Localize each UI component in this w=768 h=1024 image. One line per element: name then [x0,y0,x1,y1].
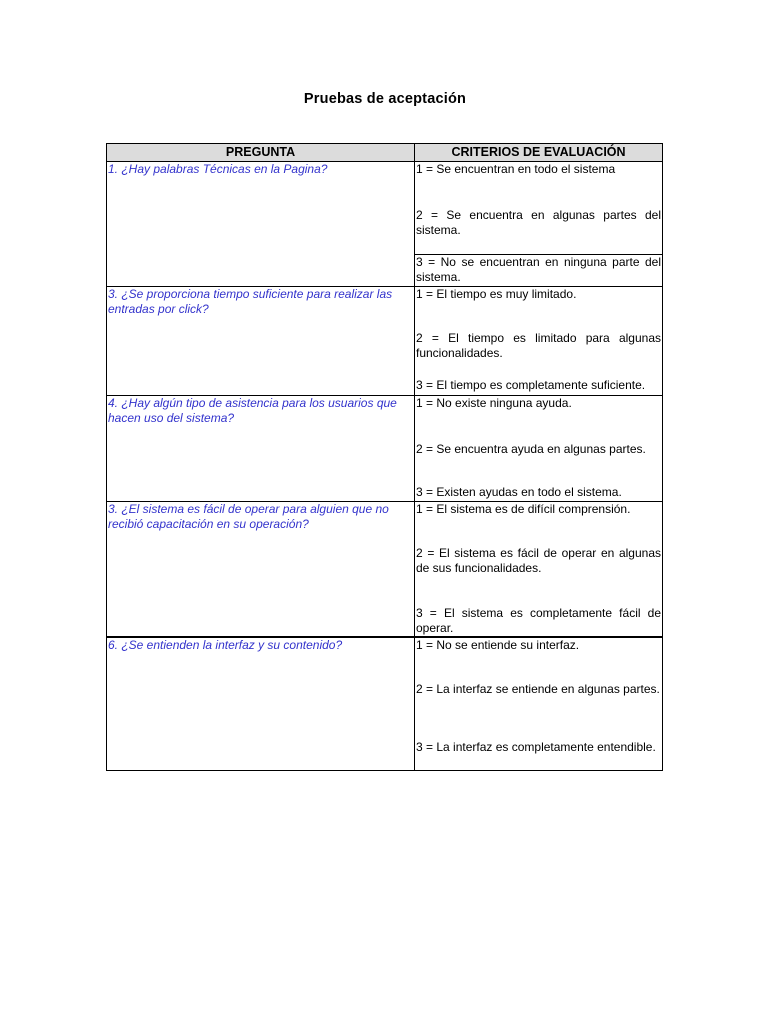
question-text: 4. ¿Hay algún tipo de asistencia para los usuarios que hacen uso del sistema? [108,396,397,425]
criteria-text: 2 = Se encuentra ayuda en algunas partes. [416,442,646,456]
criteria-text: 3 = La interfaz es completamente entendible. [416,740,656,754]
criteria-text: 1 = El sistema es de difícil comprensión. [416,502,631,516]
question-cell [107,502,415,638]
question-cell [107,396,415,502]
criteria-cell [415,331,663,378]
criteria-cell [415,502,663,547]
criteria-text: 2 = La interfaz se entiende en algunas partes. [416,682,660,696]
criteria-cell [415,682,663,740]
criteria-cell [415,606,663,637]
criteria-text: 2 = El tiempo es limitado para algunas funcionalidades. [416,331,661,360]
table-header-row [107,144,663,162]
criteria-cell [415,442,663,485]
evaluation-table [106,143,663,771]
criteria-cell [415,740,663,771]
question-cell [107,162,415,287]
criteria-cell [415,485,663,502]
table-row [107,502,663,547]
table-row [107,396,663,443]
criteria-cell [415,378,663,396]
criteria-cell [415,546,663,606]
question-cell [107,637,415,771]
page-title-text: Pruebas de aceptación [303,91,467,107]
question-cell [107,287,415,396]
header-criteria: CRITERIOS DE EVALUACIÓN [415,144,663,162]
table-row [107,162,663,209]
criteria-text: 2 = Se encuentra en algunas partes del sistema. [416,208,661,237]
criteria-cell [415,162,663,209]
header-question: PREGUNTA [107,144,415,162]
criteria-text: 3 = El sistema es completamente fácil de operar. [416,606,661,635]
page-title [0,91,768,107]
table-row [107,287,663,332]
criteria-text: 1 = No existe ninguna ayuda. [416,396,572,410]
question-text: 3. ¿Se proporciona tiempo suficiente para realizar las entradas por click? [108,287,393,316]
criteria-cell [415,396,663,443]
question-text: 3. ¿El sistema es fácil de operar para alguien que no recibió capacitación en su operación? [108,502,389,531]
question-text: 1. ¿Hay palabras Técnicas en la Pagina? [108,162,328,176]
criteria-text: 3 = El tiempo es completamente suficiente. [416,378,646,392]
question-text: 6. ¿Se entienden la interfaz y su contenido? [108,638,343,652]
criteria-cell [415,255,663,287]
criteria-text: 3 = Existen ayudas en todo el sistema. [416,485,622,499]
criteria-text: 3 = No se encuentran en ninguna parte del sistema. [416,255,661,284]
criteria-text: 1 = Se encuentran en todo el sistema [416,162,616,176]
table-row [107,637,663,682]
criteria-text: 1 = No se entiende su interfaz. [416,638,580,652]
criteria-cell [415,637,663,682]
criteria-text: 1 = El tiempo es muy limitado. [416,287,577,301]
criteria-text: 2 = El sistema es fácil de operar en algunas de sus funcionalidades. [416,546,661,575]
criteria-cell [415,287,663,332]
criteria-cell [415,208,663,255]
